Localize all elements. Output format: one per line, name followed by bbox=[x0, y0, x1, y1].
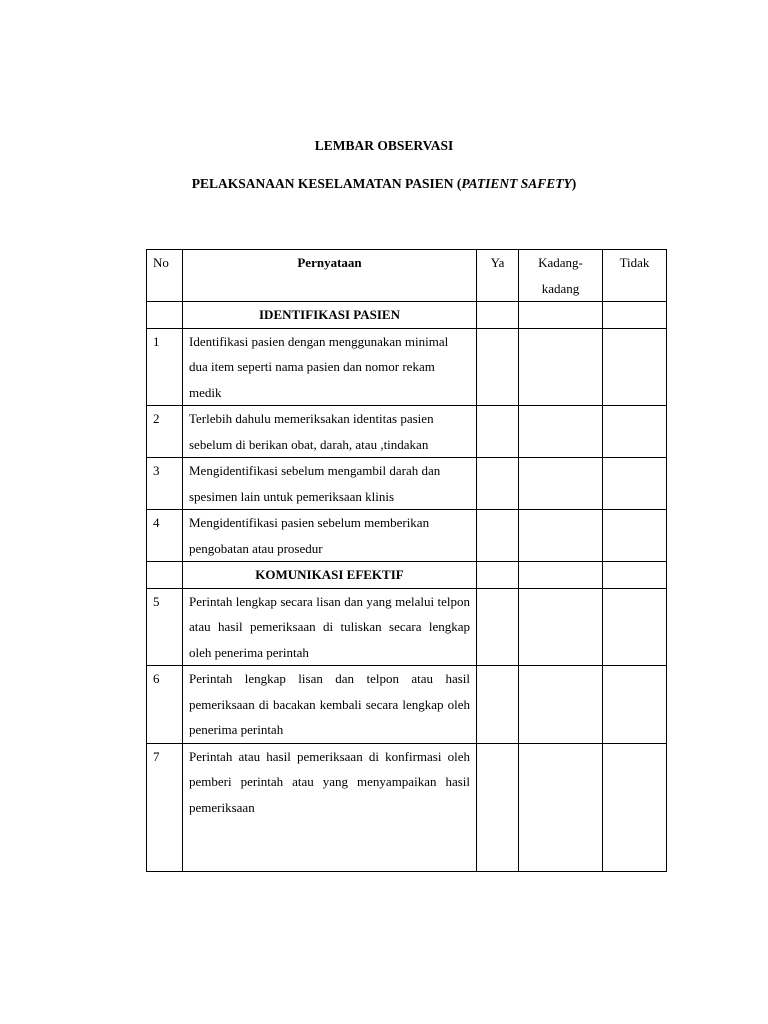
table-row bbox=[147, 666, 667, 744]
checkbox-cell-ya[interactable] bbox=[477, 328, 519, 406]
row-number: 4 bbox=[147, 510, 183, 562]
checkbox-cell-kadang[interactable] bbox=[519, 510, 603, 562]
section-no-cell bbox=[147, 302, 183, 329]
row-statement: Mengidentifikasi sebelum mengambil darah dan spesimen lain untuk pemeriksaan klinis bbox=[183, 458, 477, 510]
table-row bbox=[147, 328, 667, 406]
row-number: 1 bbox=[147, 328, 183, 406]
checkbox-cell-ya[interactable] bbox=[477, 588, 519, 666]
checkbox-cell-kadang[interactable] bbox=[519, 588, 603, 666]
checkbox-cell-tidak[interactable] bbox=[603, 666, 667, 744]
checkbox-cell-ya[interactable] bbox=[477, 458, 519, 510]
section-row bbox=[147, 302, 667, 329]
header-tidak: Tidak bbox=[603, 250, 667, 302]
table-row bbox=[147, 406, 667, 458]
row-statement: Perintah lengkap lisan dan telpon atau hasil pemeriksaan di bacakan kembali secara lengkap oleh penerima perintah bbox=[183, 666, 477, 744]
checkbox-cell-tidak[interactable] bbox=[603, 406, 667, 458]
table-body bbox=[147, 302, 667, 872]
checkbox-cell-tidak[interactable] bbox=[603, 743, 667, 871]
checkbox-cell-ya[interactable] bbox=[477, 406, 519, 458]
section-ya-cell bbox=[477, 562, 519, 589]
checkbox-cell-kadang[interactable] bbox=[519, 666, 603, 744]
document-title: LEMBAR OBSERVASI bbox=[314, 138, 454, 153]
row-number: 2 bbox=[147, 406, 183, 458]
subtitle-suffix: ) bbox=[571, 176, 577, 191]
checkbox-cell-tidak[interactable] bbox=[603, 510, 667, 562]
section-title: IDENTIFIKASI PASIEN bbox=[183, 302, 477, 329]
checkbox-cell-kadang[interactable] bbox=[519, 406, 603, 458]
table-header-row bbox=[147, 250, 667, 302]
section-kadang-cell bbox=[519, 302, 603, 329]
checkbox-cell-tidak[interactable] bbox=[603, 588, 667, 666]
table-row bbox=[147, 588, 667, 666]
checkbox-cell-kadang[interactable] bbox=[519, 328, 603, 406]
subtitle-italic-text: PATIENT SAFETY bbox=[461, 176, 572, 191]
row-statement: Identifikasi pasien dengan menggunakan minimal dua item seperti nama pasien dan nomor rekam medik bbox=[183, 328, 477, 406]
header-kadang-kadang: Kadang-kadang bbox=[519, 250, 603, 302]
checkbox-cell-ya[interactable] bbox=[477, 743, 519, 871]
header-statement: Pernyataan bbox=[183, 250, 477, 302]
header-no: No bbox=[147, 250, 183, 302]
row-number: 3 bbox=[147, 458, 183, 510]
section-tidak-cell bbox=[603, 302, 667, 329]
row-number: 6 bbox=[147, 666, 183, 744]
checkbox-cell-kadang[interactable] bbox=[519, 743, 603, 871]
section-title: KOMUNIKASI EFEKTIF bbox=[183, 562, 477, 589]
checkbox-cell-ya[interactable] bbox=[477, 666, 519, 744]
section-row bbox=[147, 562, 667, 589]
row-statement: Terlebih dahulu memeriksakan identitas pasien sebelum di berikan obat, darah, atau ,tindakan bbox=[183, 406, 477, 458]
section-tidak-cell bbox=[603, 562, 667, 589]
section-ya-cell bbox=[477, 302, 519, 329]
section-kadang-cell bbox=[519, 562, 603, 589]
row-statement: Mengidentifikasi pasien sebelum memberikan pengobatan atau prosedur bbox=[183, 510, 477, 562]
document-subtitle bbox=[0, 176, 768, 192]
table-row bbox=[147, 510, 667, 562]
row-number: 5 bbox=[147, 588, 183, 666]
checkbox-cell-tidak[interactable] bbox=[603, 458, 667, 510]
row-statement: Perintah lengkap secara lisan dan yang melalui telpon atau hasil pemeriksaan di tuliskan secara lengkap oleh penerima perintah bbox=[183, 588, 477, 666]
checkbox-cell-tidak[interactable] bbox=[603, 328, 667, 406]
subtitle-text: PELAKSANAAN KESELAMATAN PASIEN ( bbox=[191, 176, 462, 191]
table-row bbox=[147, 743, 667, 871]
header-ya: Ya bbox=[477, 250, 519, 302]
row-statement: Perintah atau hasil pemeriksaan di konfirmasi oleh pemberi perintah atau yang menyampaikan hasil pemeriksaan bbox=[183, 743, 477, 871]
checkbox-cell-ya[interactable] bbox=[477, 510, 519, 562]
table-row bbox=[147, 458, 667, 510]
section-no-cell bbox=[147, 562, 183, 589]
observation-table bbox=[146, 249, 667, 872]
checkbox-cell-kadang[interactable] bbox=[519, 458, 603, 510]
row-number: 7 bbox=[147, 743, 183, 871]
